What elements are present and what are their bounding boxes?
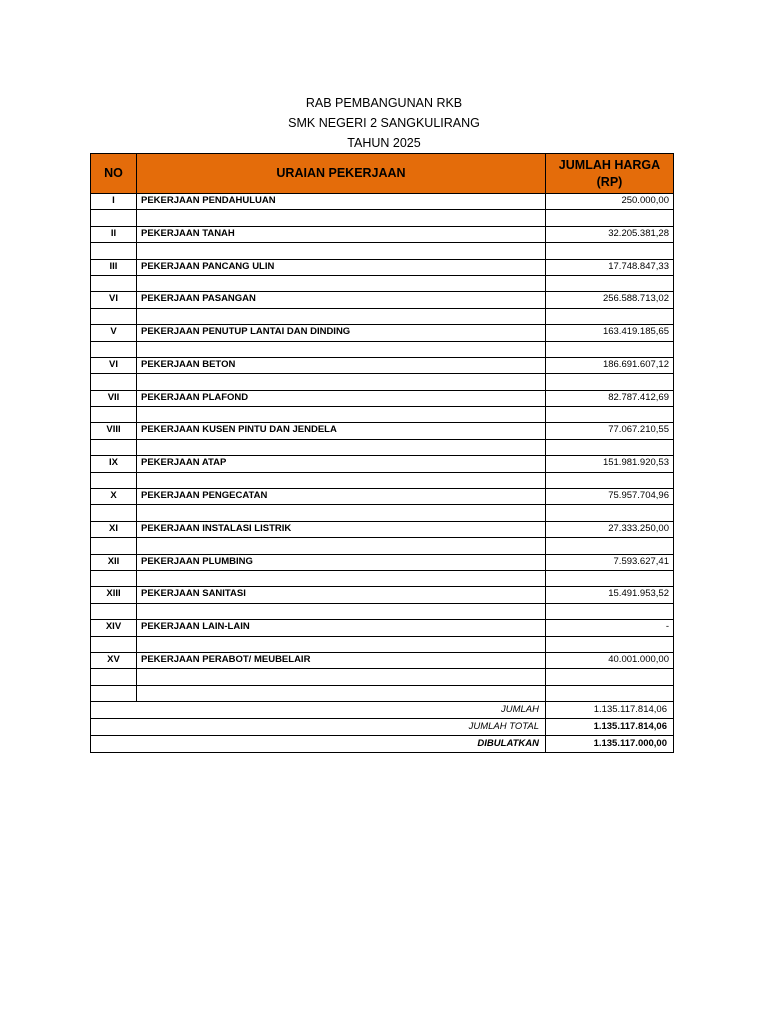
spacer-row <box>91 243 674 259</box>
row-number: VIII <box>91 423 137 439</box>
empty-cell <box>137 472 546 488</box>
empty-cell <box>137 210 546 226</box>
empty-cell <box>137 636 546 652</box>
empty-cell <box>91 603 137 619</box>
table-row <box>91 325 674 341</box>
empty-cell <box>546 636 674 652</box>
empty-cell <box>91 243 137 259</box>
table-row <box>91 259 674 275</box>
row-amount: 186.691.607,12 <box>546 357 674 373</box>
empty-cell <box>546 603 674 619</box>
row-description: PEKERJAAN PANCANG ULIN <box>137 259 546 275</box>
budget-table <box>90 153 674 753</box>
empty-cell <box>137 603 546 619</box>
empty-cell <box>546 669 674 685</box>
empty-cell <box>91 538 137 554</box>
empty-cell <box>137 538 546 554</box>
empty-cell <box>546 538 674 554</box>
document-title <box>0 93 768 153</box>
spacer-row <box>91 341 674 357</box>
empty-cell <box>546 210 674 226</box>
row-number: XIV <box>91 620 137 636</box>
empty-cell <box>91 669 137 685</box>
empty-cell <box>137 407 546 423</box>
empty-cell <box>91 439 137 455</box>
row-description: PEKERJAAN PLAFOND <box>137 390 546 406</box>
empty-cell <box>546 374 674 390</box>
empty-cell <box>91 341 137 357</box>
row-amount: 256.588.713,02 <box>546 292 674 308</box>
empty-cell <box>91 275 137 291</box>
table-row <box>91 620 674 636</box>
row-description: PEKERJAAN BETON <box>137 357 546 373</box>
title-line-3: TAHUN 2025 <box>347 136 421 150</box>
empty-cell <box>546 685 674 701</box>
row-amount: 27.333.250,00 <box>546 521 674 537</box>
empty-cell <box>91 636 137 652</box>
row-number: VI <box>91 357 137 373</box>
empty-cell <box>546 439 674 455</box>
row-description: PEKERJAAN PENDAHULUAN <box>137 194 546 210</box>
empty-cell <box>91 210 137 226</box>
table-row <box>91 554 674 570</box>
empty-cell <box>137 505 546 521</box>
title-line-1: RAB PEMBANGUNAN RKB <box>305 96 463 110</box>
row-amount: 77.067.210,55 <box>546 423 674 439</box>
spacer-row <box>91 439 674 455</box>
empty-cell <box>137 243 546 259</box>
empty-cell <box>137 669 546 685</box>
row-amount: 250.000,00 <box>546 194 674 210</box>
empty-cell <box>91 685 137 701</box>
row-description: PEKERJAAN PERABOT/ MEUBELAIR <box>137 652 546 668</box>
spacer-row <box>91 685 674 701</box>
row-number: XV <box>91 652 137 668</box>
row-amount: 17.748.847,33 <box>546 259 674 275</box>
summary-rounded-row <box>91 736 674 753</box>
summary-total-value: 1.135.117.814,06 <box>546 719 674 736</box>
summary-rounded-label: DIBULATKAN <box>91 736 546 753</box>
empty-cell <box>91 308 137 324</box>
spacer-row <box>91 669 674 685</box>
empty-cell <box>546 505 674 521</box>
empty-cell <box>137 439 546 455</box>
empty-cell <box>546 472 674 488</box>
empty-cell <box>91 374 137 390</box>
empty-cell <box>546 275 674 291</box>
empty-cell <box>137 275 546 291</box>
row-number: XII <box>91 554 137 570</box>
row-amount: - <box>546 620 674 636</box>
row-amount: 7.593.627,41 <box>546 554 674 570</box>
summary-jumlah-value: 1.135.117.814,06 <box>546 702 674 719</box>
table-row <box>91 292 674 308</box>
row-number: X <box>91 489 137 505</box>
table-row <box>91 456 674 472</box>
row-number: VII <box>91 390 137 406</box>
spacer-row <box>91 538 674 554</box>
row-description: PEKERJAAN PASANGAN <box>137 292 546 308</box>
empty-cell <box>137 685 546 701</box>
table-body <box>91 194 674 753</box>
empty-cell <box>546 407 674 423</box>
table-row <box>91 587 674 603</box>
table-row <box>91 423 674 439</box>
header-description: URAIAN PEKERJAAN <box>137 154 546 194</box>
empty-cell <box>546 243 674 259</box>
row-number: V <box>91 325 137 341</box>
table-row <box>91 357 674 373</box>
header-price: JUMLAH HARGA (RP) <box>546 154 674 194</box>
row-number: II <box>91 226 137 242</box>
table-row <box>91 652 674 668</box>
empty-cell <box>91 407 137 423</box>
summary-jumlah-label: JUMLAH <box>91 702 546 719</box>
spacer-row <box>91 210 674 226</box>
table-header-row <box>91 154 674 194</box>
row-number: XIII <box>91 587 137 603</box>
row-amount: 40.001.000,00 <box>546 652 674 668</box>
row-amount: 75.957.704,96 <box>546 489 674 505</box>
table-row <box>91 390 674 406</box>
spacer-row <box>91 472 674 488</box>
header-no: NO <box>91 154 137 194</box>
row-number: XI <box>91 521 137 537</box>
row-description: PEKERJAAN TANAH <box>137 226 546 242</box>
empty-cell <box>137 374 546 390</box>
row-description: PEKERJAAN SANITASI <box>137 587 546 603</box>
spacer-row <box>91 505 674 521</box>
table-row <box>91 489 674 505</box>
empty-cell <box>137 341 546 357</box>
empty-cell <box>137 570 546 586</box>
summary-total-row <box>91 719 674 736</box>
row-description: PEKERJAAN PLUMBING <box>137 554 546 570</box>
row-number: I <box>91 194 137 210</box>
row-number: IX <box>91 456 137 472</box>
table-row <box>91 194 674 210</box>
row-amount: 32.205.381,28 <box>546 226 674 242</box>
row-description: PEKERJAAN ATAP <box>137 456 546 472</box>
table-row <box>91 226 674 242</box>
spacer-row <box>91 275 674 291</box>
summary-jumlah-row <box>91 702 674 719</box>
spacer-row <box>91 374 674 390</box>
spacer-row <box>91 407 674 423</box>
row-amount: 163.419.185,65 <box>546 325 674 341</box>
row-description: PEKERJAAN PENGECATAN <box>137 489 546 505</box>
row-description: PEKERJAAN INSTALASI LISTRIK <box>137 521 546 537</box>
spacer-row <box>91 636 674 652</box>
row-amount: 15.491.953,52 <box>546 587 674 603</box>
spacer-row <box>91 308 674 324</box>
row-description: PEKERJAAN KUSEN PINTU DAN JENDELA <box>137 423 546 439</box>
table-row <box>91 521 674 537</box>
empty-cell <box>91 472 137 488</box>
empty-cell <box>546 308 674 324</box>
empty-cell <box>546 570 674 586</box>
row-description: PEKERJAAN PENUTUP LANTAI DAN DINDING <box>137 325 546 341</box>
summary-rounded-value: 1.135.117.000,00 <box>546 736 674 753</box>
summary-total-label: JUMLAH TOTAL <box>91 719 546 736</box>
spacer-row <box>91 570 674 586</box>
empty-cell <box>137 308 546 324</box>
empty-cell <box>91 570 137 586</box>
empty-cell <box>546 341 674 357</box>
row-number: III <box>91 259 137 275</box>
row-amount: 151.981.920,53 <box>546 456 674 472</box>
empty-cell <box>91 505 137 521</box>
row-description: PEKERJAAN LAIN-LAIN <box>137 620 546 636</box>
row-amount: 82.787.412,69 <box>546 390 674 406</box>
row-number: VI <box>91 292 137 308</box>
spacer-row <box>91 603 674 619</box>
title-line-2: SMK NEGERI 2 SANGKULIRANG <box>288 116 480 130</box>
